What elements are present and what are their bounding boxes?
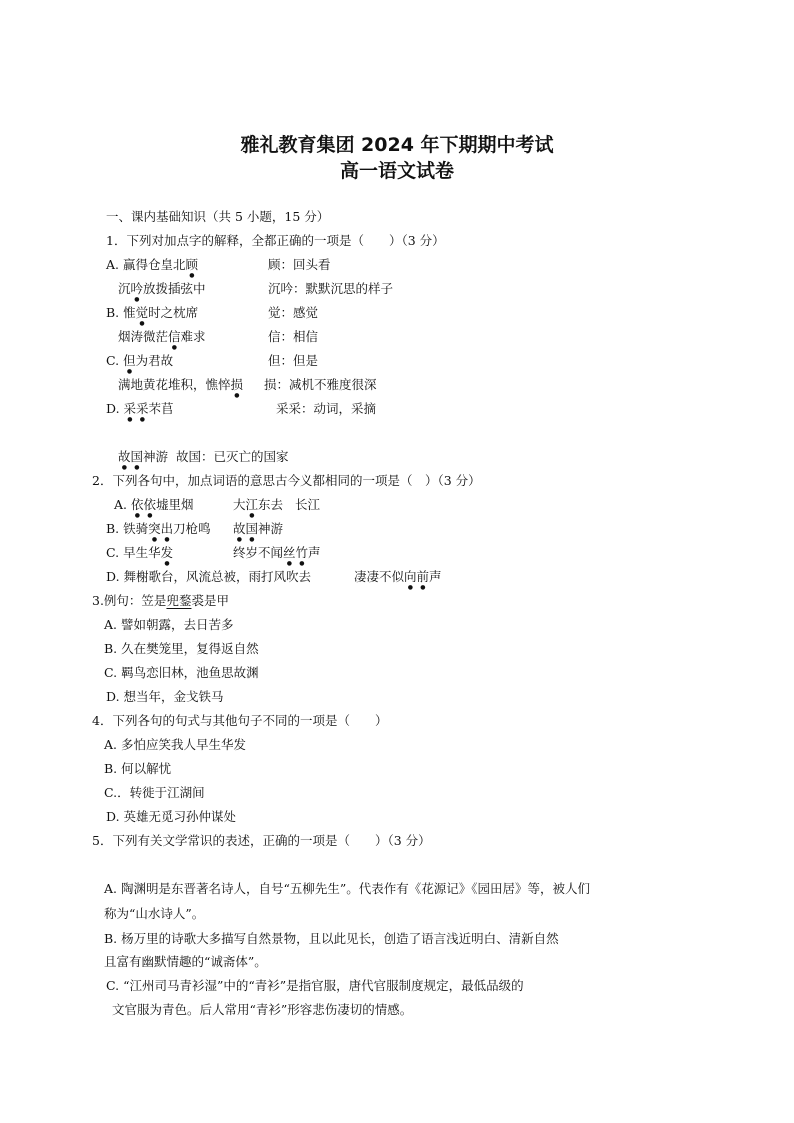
q3-option-d: D. 想当年，金戈铁马 — [106, 689, 224, 704]
q1-option-d-gloss1: 采采：动词，采摘 — [276, 401, 377, 416]
q5-option-a-line2: 称为“山水诗人”。 — [104, 906, 205, 921]
q1-stem: 1．下列对加点字的解释，全都正确的一项是（ ）（3 分） — [106, 233, 445, 248]
q3-option-b: B. 久在樊笼里，复得返自然 — [104, 641, 259, 656]
q1-option-b-gloss1: 觉：感觉 — [268, 305, 319, 320]
q2-option-d-right: 凄凄不似向前声 — [354, 569, 442, 584]
q2-option-b-right: 故国神游 — [233, 521, 284, 536]
q1-option-d-line2: 故国神游 故国：已灭亡的国家 — [118, 449, 289, 464]
q5-option-a-line1: A. 陶渊明是东晋著名诗人，自号“五柳先生”。代表作有《花源记》《园田居》等，被人们 — [104, 881, 591, 896]
q2-option-d: D. 舞榭歌台，风流总被，雨打风吹去 — [106, 569, 312, 584]
q2-option-a-right: 大江东去 长江 — [233, 497, 320, 512]
q1-option-c-line2: 满地黄花堆积，憔悴损 — [118, 377, 244, 392]
q1-option-c-gloss2: 损：减机不雅度很深 — [264, 377, 377, 392]
q5-option-b-line2: 且富有幽默情趣的“诚斋体”。 — [104, 954, 267, 969]
q2-option-c-right: 终岁不闻丝竹声 — [233, 545, 321, 560]
q4-option-b: B. 何以解忧 — [104, 761, 172, 776]
q5-stem: 5．下列有关文学常识的表述，正确的一项是（ ）（3 分） — [92, 833, 431, 848]
q1-option-b-line1: B. 惟觉时之枕席 — [106, 305, 199, 320]
q5-option-b-line1: B. 杨万里的诗歌大多描写自然景物，且以此见长，创造了语言浅近明白、清新自然 — [104, 931, 559, 946]
q3-option-c: C. 羁鸟恋旧林，池鱼思故渊 — [104, 665, 259, 680]
q1-option-c-gloss1: 但：但是 — [268, 353, 319, 368]
section-heading: 一、课内基础知识（共 5 小题，15 分） — [106, 209, 330, 224]
q1-option-b-gloss2: 信：相信 — [268, 329, 319, 344]
q2-option-b: B. 铁骑突出刀枪鸣 — [106, 521, 211, 536]
q4-option-a: A. 多怕应笑我人早生华发 — [104, 737, 246, 752]
q4-option-d: D. 英雄无觅习孙仲谋处 — [106, 809, 237, 824]
q4-stem: 4．下列各句的句式与其他句子不同的一项是（ ） — [92, 713, 388, 728]
q5-option-c-line2: 文官服为青色。后人常用“青衫”形容悲伤凄切的情感。 — [112, 1002, 413, 1017]
q1-option-a-line2: 沉吟放拨插弦中 — [118, 281, 206, 296]
exam-title: 雅礼教育集团 2024 年下期期中考试 — [240, 134, 554, 156]
q3-stem: 3.例句：笠是兜鍪裘是甲 — [92, 593, 229, 608]
q2-option-a: A. 依依墟里烟 — [114, 497, 194, 512]
q1-option-a-gloss2: 沉吟：默默沉思的样子 — [268, 281, 394, 296]
q1-option-a-line1: A. 赢得仓皇北顾 — [106, 257, 198, 272]
q1-option-b-line2: 烟涛微茫信难求 — [118, 329, 206, 344]
q5-option-c-line1: C. “江州司马青衫湿”中的“青衫”是指官服，唐代官服制度规定，最低品级的 — [106, 978, 524, 993]
q1-option-a-gloss1: 顾：回头看 — [268, 257, 331, 272]
q3-option-a: A. 譬如朝露，去日苦多 — [104, 617, 234, 632]
exam-subtitle: 高一语文试卷 — [339, 160, 454, 182]
q1-option-d-line1: D. 采采芣苢 — [106, 401, 174, 416]
q1-option-c-line1: C. 但为君故 — [106, 353, 174, 368]
q4-option-c: C.．转徙于江湖间 — [104, 785, 205, 800]
q2-option-c: C. 早生华发 — [106, 545, 174, 560]
q2-stem: 2．下列各句中，加点词语的意思古今义都相同的一项是（ ）（3 分） — [92, 473, 481, 488]
